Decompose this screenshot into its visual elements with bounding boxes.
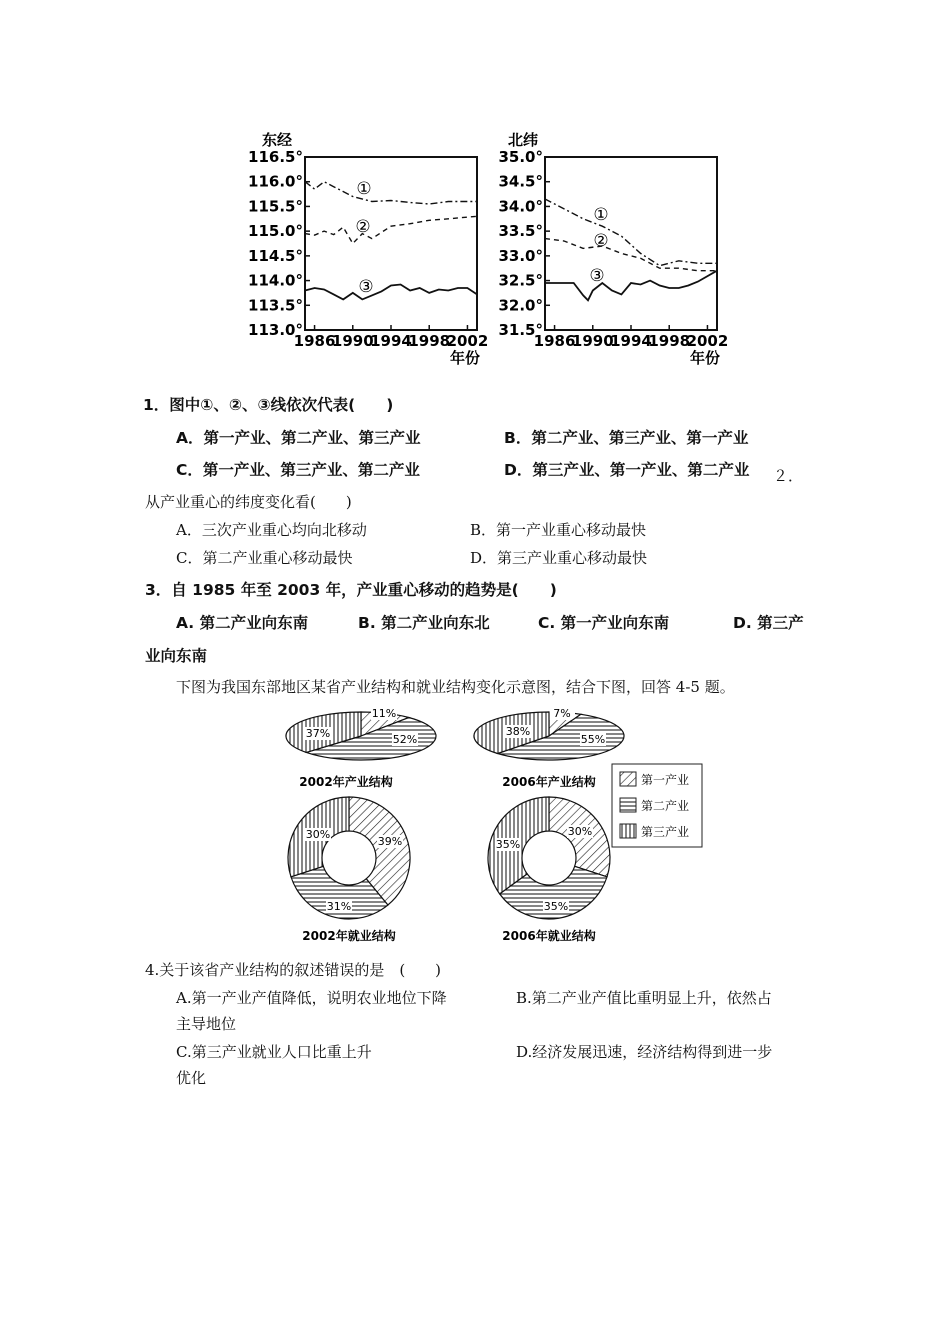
slice-label-2: 35% bbox=[543, 900, 569, 913]
q3-option-a[interactable]: A. 第二产业向东南 bbox=[176, 614, 309, 632]
series-label-1: ① bbox=[356, 179, 372, 199]
legend-label-secondary: 第二产业 bbox=[641, 799, 690, 813]
y-tick-label: 34.0° bbox=[498, 197, 543, 216]
x-tick-label: 2002 bbox=[686, 332, 729, 350]
q1-option-b[interactable]: B．第二产业、第三产业、第一产业 bbox=[504, 429, 749, 447]
x-tick-label: 1998 bbox=[408, 332, 451, 350]
y-tick-label: 34.5° bbox=[498, 172, 543, 191]
y-tick-label: 116.0° bbox=[248, 172, 303, 191]
y-tick-label: 35.0° bbox=[498, 148, 543, 166]
q1-option-c[interactable]: C．第一产业、第三产业、第二产业 bbox=[176, 461, 420, 479]
legend-label-primary: 第一产业 bbox=[641, 773, 690, 787]
legend-swatch-tertiary bbox=[620, 824, 636, 838]
latitude-chart bbox=[498, 131, 728, 367]
q3-option-d[interactable]: D. 第三产 bbox=[733, 614, 804, 632]
x-tick-label: 1990 bbox=[571, 332, 614, 350]
q1-option-d[interactable]: D．第三产业、第一产业、第二产业 bbox=[504, 461, 750, 479]
slice-label-3: 35% bbox=[495, 838, 521, 851]
x-tick-label: 1990 bbox=[331, 332, 374, 350]
x-axis-title: 年份 bbox=[689, 349, 721, 367]
q4-option-a[interactable]: A.第一产业产值降低，说明农业地位下降 bbox=[176, 989, 447, 1007]
legend-swatch-primary bbox=[620, 772, 636, 786]
q2-option-c[interactable]: C．第二产业重心移动最快 bbox=[176, 549, 353, 567]
series-label-1: ① bbox=[593, 205, 609, 225]
series-line-2 bbox=[545, 239, 717, 271]
y-tick-label: 115.0° bbox=[248, 222, 303, 241]
series-line-3 bbox=[545, 271, 717, 301]
q1-option-a[interactable]: A．第一产业、第二产业、第三产业 bbox=[176, 429, 421, 447]
q2-option-d[interactable]: D．第三产业重心移动最快 bbox=[470, 549, 648, 567]
series-label-2: ② bbox=[355, 217, 371, 237]
x-tick-label: 1994 bbox=[370, 332, 412, 350]
q2-stem: 从产业重心的纬度变化看( ) bbox=[145, 493, 352, 511]
slice-label-1: 11% bbox=[371, 707, 397, 720]
q3-stem: 3．自 1985 年至 2003 年，产业重心移动的趋势是( ) bbox=[145, 581, 557, 599]
q3-option-c[interactable]: C. 第一产业向东南 bbox=[538, 614, 670, 632]
y-tick-label: 31.5° bbox=[498, 321, 543, 339]
slice-label-3: 38% bbox=[505, 725, 531, 738]
q1-stem: 1．图中①、②、③线依次代表( ) bbox=[143, 396, 394, 414]
chart-caption: 2006年就业结构 bbox=[502, 929, 596, 943]
series-line-1 bbox=[305, 182, 477, 204]
slice-label-1: 39% bbox=[377, 835, 403, 848]
series-label-3: ③ bbox=[358, 277, 374, 297]
y-tick-label: 114.0° bbox=[248, 271, 303, 290]
plot-frame bbox=[305, 157, 477, 330]
legend bbox=[612, 764, 702, 847]
q4-option-d-cont: 优化 bbox=[176, 1069, 207, 1087]
chart-caption: 2006年产业结构 bbox=[502, 775, 596, 789]
y-tick-label: 33.0° bbox=[498, 246, 543, 265]
chart-caption: 2002年就业结构 bbox=[302, 929, 396, 943]
q4-option-b[interactable]: B.第二产业产值比重明显上升，依然占 bbox=[516, 989, 772, 1007]
x-tick-label: 1986 bbox=[533, 332, 576, 350]
q2-option-b[interactable]: B．第一产业重心移动最快 bbox=[470, 521, 647, 539]
x-tick-label: 1998 bbox=[648, 332, 691, 350]
y-tick-label: 32.5° bbox=[498, 271, 543, 290]
slice-label-1: 30% bbox=[567, 825, 593, 838]
x-tick-label: 2002 bbox=[446, 332, 489, 350]
series-label-2: ② bbox=[593, 231, 609, 251]
q4-stem: 4.关于该省产业结构的叙述错误的是 ( ) bbox=[145, 961, 442, 979]
series-line-3 bbox=[305, 285, 477, 300]
slice-label-2: 31% bbox=[326, 900, 352, 913]
series-line-1 bbox=[545, 199, 717, 266]
q2-number: ２． bbox=[773, 467, 804, 485]
x-tick-label: 1994 bbox=[610, 332, 652, 350]
q4-option-c[interactable]: C.第三产业就业人口比重上升 bbox=[176, 1043, 372, 1061]
q4-option-b-cont: 主导地位 bbox=[176, 1015, 237, 1033]
plot-frame bbox=[545, 157, 717, 330]
q3-option-d-cont: 业向东南 bbox=[145, 647, 208, 665]
q2-option-a[interactable]: A．三次产业重心均向北移动 bbox=[176, 521, 367, 539]
legend-swatch-secondary bbox=[620, 798, 636, 812]
slice-label-2: 52% bbox=[392, 733, 418, 746]
y-tick-label: 116.5° bbox=[248, 148, 303, 166]
x-axis-title: 年份 bbox=[449, 349, 481, 367]
series-label-3: ③ bbox=[589, 266, 605, 286]
figure-intro: 下图为我国东部地区某省产业结构和就业结构变化示意图，结合下图，回答 4-5 题。 bbox=[176, 678, 735, 696]
series-line-2 bbox=[305, 216, 477, 243]
y-tick-label: 113.0° bbox=[248, 321, 303, 339]
slice-label-3: 37% bbox=[305, 727, 331, 740]
q3-option-b[interactable]: B. 第二产业向东北 bbox=[358, 614, 490, 632]
q4-option-d[interactable]: D.经济发展迅速，经济结构得到进一步 bbox=[516, 1043, 773, 1061]
y-tick-label: 113.5° bbox=[248, 296, 303, 315]
chart-caption: 2002年产业结构 bbox=[299, 775, 393, 789]
y-tick-label: 114.5° bbox=[248, 246, 303, 265]
y-tick-label: 33.5° bbox=[498, 222, 543, 241]
y-axis-title: 北纬 bbox=[508, 131, 539, 149]
legend-label-tertiary: 第三产业 bbox=[641, 825, 690, 839]
slice-label-3: 30% bbox=[305, 828, 331, 841]
slice-label-1: 7% bbox=[553, 707, 571, 720]
structure-charts bbox=[0, 700, 950, 950]
slice-label-2: 55% bbox=[580, 733, 606, 746]
longitude-chart bbox=[248, 131, 488, 367]
y-tick-label: 115.5° bbox=[248, 197, 303, 216]
x-tick-label: 1986 bbox=[293, 332, 336, 350]
y-axis-title: 东经 bbox=[262, 131, 293, 149]
centroid-charts bbox=[0, 0, 950, 380]
y-tick-label: 32.0° bbox=[498, 296, 543, 315]
